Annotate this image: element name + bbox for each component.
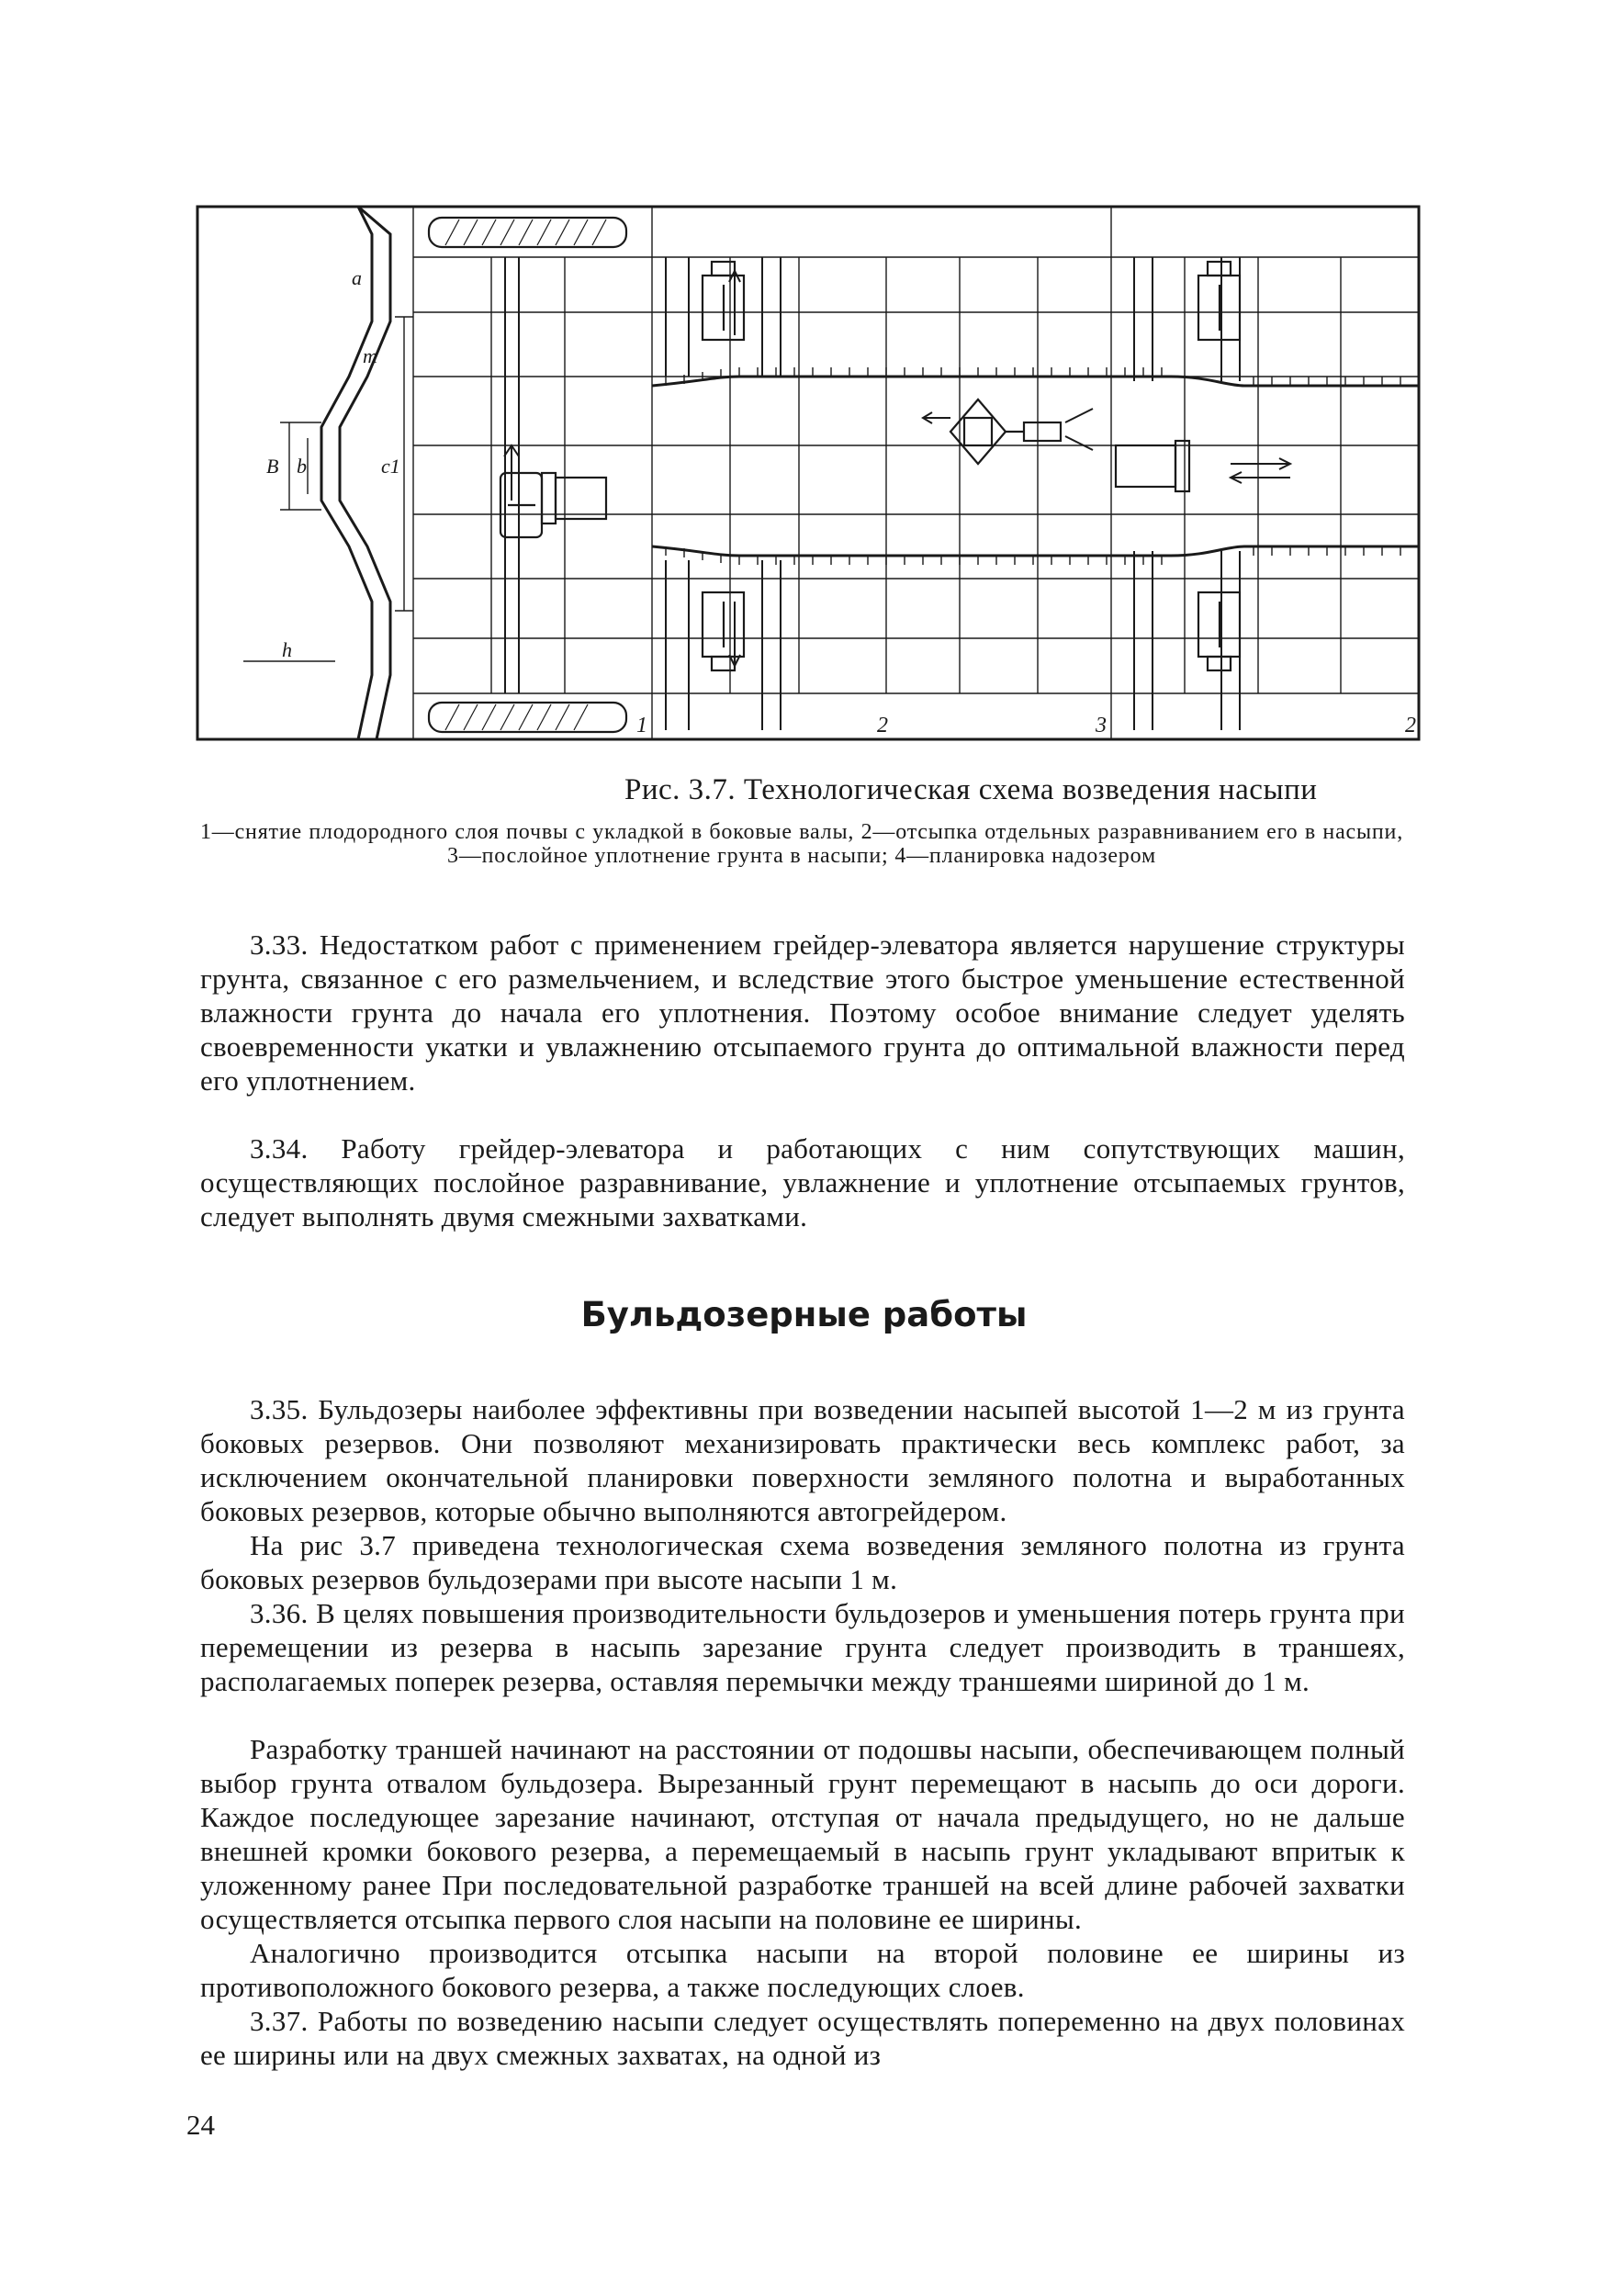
windrow-hatch-top: [445, 219, 606, 245]
roller: [500, 473, 542, 537]
zone-label: 3: [1096, 714, 1107, 737]
section-heading: Бульдозерные работы: [580, 1295, 1028, 1334]
topsoil-windrow-bottom: [429, 703, 626, 732]
arrow-right-icon: [1065, 409, 1093, 422]
paragraph: 3.37. Работы по возведению насыпи следует осуществлять попеременно на двух половинах ее ширины или на двух смежных захватах, на одной из: [200, 2005, 1405, 2071]
topsoil-windrow-top: [429, 218, 626, 247]
figure-caption-legend: 1—снятие плодородного слоя почвы с укладкой в боковые валы, 2—отсыпка отдельных разравниванием его в насыпи, 3—послойное уплотнение грунта в насыпи; 4—планировка надозером: [200, 820, 1403, 868]
trench-strips: [505, 257, 1240, 730]
label-B: B: [266, 455, 279, 478]
label-c1: c1: [381, 455, 400, 478]
fill-boundary-bottom: [652, 546, 1419, 556]
label-m: m: [363, 344, 377, 367]
figure-caption-title: Рис. 3.7. Технологическая схема возведения насыпи: [624, 773, 1318, 806]
label-h: h: [282, 638, 292, 661]
bulldozer-icon: [556, 478, 606, 519]
paragraph: Аналогично производится отсыпка насыпи на второй половине ее ширины из противоположного бокового резерва, а также последующих слоев.: [200, 1937, 1405, 2003]
zone-label: 1: [636, 714, 647, 737]
paragraph: 3.35. Бульдозеры наиболее эффективны при возведении насыпей высотой 1—2 м из грунта боковых резервов. Они позволяют механизировать практически весь комплекс работ, за исключением окончательной планировки поверхности земляного полотна и выработанных боковых резервов, которые обычно выполняются автогрейдером.: [200, 1393, 1405, 1527]
zone-label: 2: [877, 714, 888, 737]
arrow-right-icon: [1065, 436, 1093, 450]
paragraph: 3.36. В целях повышения производительности бульдозеров и уменьшения потерь грунта при перемещении из резерва в насыпь зарезание грунта следует производить в траншеях, располагаемых поперек резерва, оставляя перемычки между траншеями шириной до 1 м.: [200, 1597, 1405, 1697]
paragraph: 3.34. Работу грейдер-элеватора и работающих с ним сопутствующих машин, осуществляющих послойное разравнивание, увлажнение и уплотнение отсыпаемых грунтов, следует выполнять двумя смежными захватками.: [200, 1132, 1405, 1232]
paragraph: 3.33. Недостатком работ с применением грейдер-элеватора является нарушение структуры грунта, связанное с его размельчением, и вследствие этого быстрое уменьшение естественной влажности грунта до начала его уплотнения. Поэтому особое внимание следует уделять своевременности укатки и увлажнению отсыпаемого грунта до оптимальной влажности перед его уплотнением.: [200, 929, 1405, 1097]
fill-ticks: [666, 367, 1400, 565]
movement-arrows: [504, 271, 1290, 666]
label-b: b: [297, 455, 307, 478]
paragraph: Разработку траншей начинают на расстоянии от подошвы насыпи, обеспечивающем полный выбор грунта отвалом бульдозера. Вырезанный грунт перемещают в насыпь до оси дороги. Каждое последующее зарезание начинают, отступая от начала предыдущего, но не дальше внешней кромки бокового резерва, а перемещаемый в насыпь грунт укладывают впритык к уложенному ранее При последовательной разработке траншей на всей длине рабочей захватки осуществляется отсыпка первого слоя насыпи на половине ее ширины.: [200, 1733, 1405, 1935]
grid-lines: [413, 207, 1419, 739]
grader-elevator-icon: [950, 400, 1006, 464]
fill-boundary-top: [652, 377, 1419, 386]
zone-label: 2: [1405, 714, 1416, 737]
dimension-lines: [243, 317, 413, 661]
label-a: a: [352, 266, 362, 289]
windrow-hatch-bottom: [445, 704, 588, 730]
grader-elevator: [950, 400, 1061, 464]
paragraph: На рис 3.7 приведена технологическая схема возведения земляного полотна из грунта боковых резервов бульдозерами при высоте насыпи 1 м.: [200, 1529, 1405, 1595]
embankment-technology-diagram: [188, 197, 1428, 748]
page-number: 24: [186, 2109, 215, 2141]
bulldozer-icon: [1116, 445, 1175, 487]
